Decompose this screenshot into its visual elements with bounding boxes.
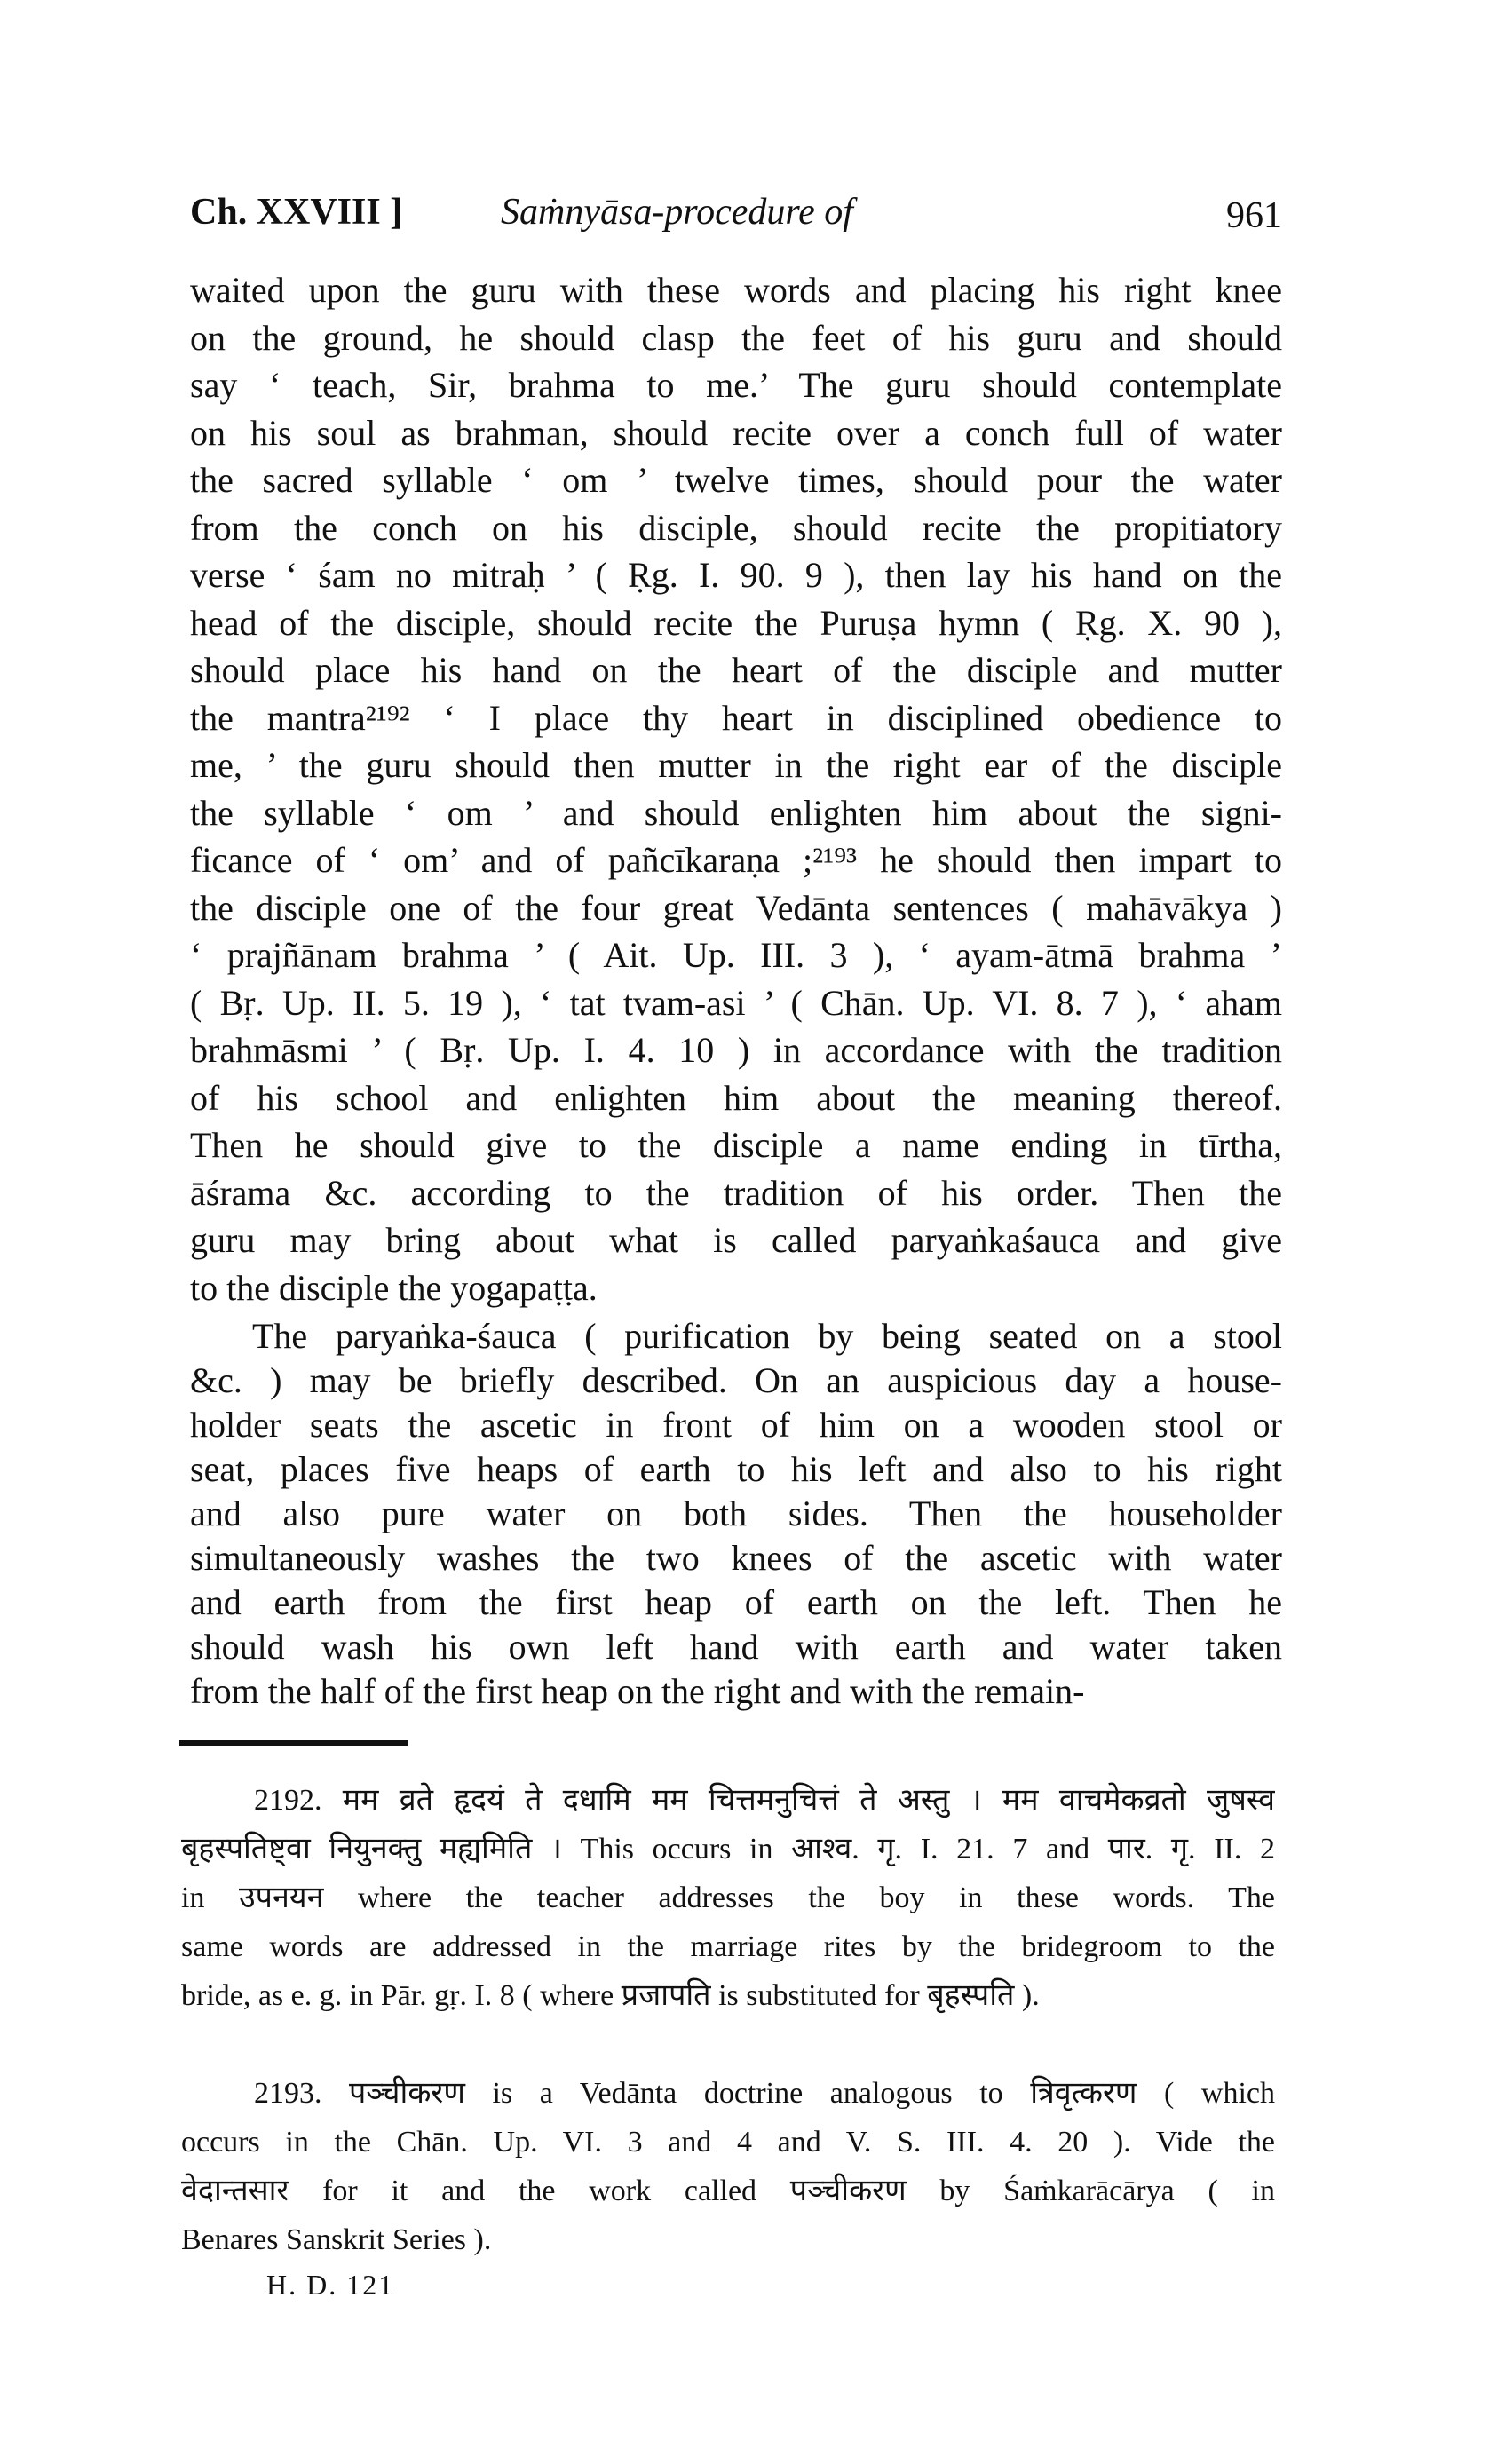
text-line: waited upon the guru with these words and placing his right knee [190, 270, 1282, 310]
text-line: seat, places five heaps of earth to his left and also to his right [190, 1449, 1282, 1489]
running-header [190, 191, 1282, 244]
text-line: ‘ prajñānam brahma ’ ( Ait. Up. III. 3 ), ‘ ayam-ātmā brahma ’ [190, 935, 1282, 975]
text-line: say ‘ teach, Sir, brahma to me.’ The guru should contemplate [190, 365, 1282, 405]
text-line: from the half of the first heap on the right and with the remain- [190, 1671, 1085, 1711]
text-line: occurs in the Chān. Up. VI. 3 and 4 and V. S. III. 4. 20 ). Vide the [181, 2126, 1275, 2159]
text-line: from the conch on his disciple, should recite the propitiatory [190, 507, 1282, 548]
footnote-2193 [181, 2069, 1275, 2264]
text-line: should place his hand on the heart of the disciple and mutter [190, 650, 1282, 690]
running-title: Saṁnyāsa-procedure of [501, 192, 853, 233]
text-line: same words are addressed in the marriage rites by the bridegroom to the [181, 1930, 1275, 1963]
text-line: ( Bṛ. Up. II. 5. 19 ), ‘ tat tvam-asi ’ ( Chān. Up. VI. 8. 7 ), ‘ aham [190, 982, 1282, 1023]
text-line: the disciple one of the four great Vedānta sentences ( mahāvākya ) [190, 887, 1282, 928]
text-line: the syllable ‘ om ’ and should enlighten him about the signi- [190, 792, 1282, 833]
chapter-label: Ch. XXVIII ] [190, 192, 403, 233]
text-line: should wash his own left hand with earth and water taken [190, 1627, 1282, 1667]
text-line: verse ‘ śam no mitraḥ ’ ( Ṛg. I. 90. 9 ), then lay his hand on the [190, 555, 1282, 595]
text-line: and earth from the first heap of earth on the left. Then he [190, 1582, 1282, 1622]
text-line: 2192. मम व्रते हृदयं ते दधामि मम चित्तमनुचित्तं ते अस्तु । मम वाचमेकव्रतो जुषस्व [254, 1784, 1275, 1817]
text-line: bride, as e. g. in Pār. gṛ. I. 8 ( where प्रजापति is substituted for बृहस्पति ). [181, 1979, 1040, 2012]
text-line: brahmāsmi ’ ( Bṛ. Up. I. 4. 10 ) in accordance with the tradition [190, 1030, 1282, 1070]
body-paragraph-2 [190, 1314, 1282, 1714]
text-line: The paryaṅka-śauca ( purification by being seated on a stool [252, 1316, 1282, 1356]
text-line: on his soul as brahman, should recite over a conch full of water [190, 412, 1282, 453]
text-line: ficance of ‘ om’ and of pañcīkaraṇa ;²¹⁹³ he should then impart to [190, 840, 1282, 880]
signature-mark: H. D. 121 [266, 2269, 395, 2301]
text-line: āśrama &c. according to the tradition of his order. Then the [190, 1172, 1282, 1213]
body-paragraph-1 [190, 266, 1282, 1311]
text-line: 2193. पञ्चीकरण is a Vedānta doctrine analogous to त्रिवृत्करण ( which [254, 2077, 1275, 2110]
text-line: of his school and enlighten him about the meaning thereof. [190, 1077, 1282, 1118]
text-line: the sacred syllable ‘ om ’ twelve times, should pour the water [190, 460, 1282, 500]
text-line: and also pure water on both sides. Then the householder [190, 1493, 1282, 1533]
text-line: guru may bring about what is called paryaṅkaśauca and give [190, 1220, 1282, 1260]
text-line: on the ground, he should clasp the feet of his guru and should [190, 317, 1282, 358]
text-line: in उपनयन where the teacher addresses the boy in these words. The [181, 1882, 1275, 1914]
text-line: holder seats the ascetic in front of him on a wooden stool or [190, 1405, 1282, 1445]
text-line: &c. ) may be briefly described. On an auspicious day a house- [190, 1360, 1282, 1400]
text-line: me, ’ the guru should then mutter in the right ear of the disciple [190, 745, 1282, 785]
text-line: वेदान्तसार for it and the work called पञ्चीकरण by Śaṁkarācārya ( in [181, 2175, 1275, 2207]
page-number: 961 [1226, 195, 1282, 236]
footnote-divider [179, 1740, 408, 1746]
text-line: head of the disciple, should recite the Puruṣa hymn ( Ṛg. X. 90 ), [190, 602, 1282, 643]
text-line: Benares Sanskrit Series ). [181, 2223, 492, 2256]
text-line: Then he should give to the disciple a name ending in tīrtha, [190, 1125, 1282, 1165]
text-line: to the disciple the yogapaṭṭa. [190, 1267, 598, 1308]
text-line: बृहस्पतिष्ट्वा नियुनक्तु मह्यमिति । This occurs in आश्व. गृ. I. 21. 7 and पार. गृ. II. 2 [181, 1833, 1275, 1866]
text-line: simultaneously washes the two knees of the ascetic with water [190, 1538, 1282, 1578]
text-line: the mantra²¹⁹² ‘ I place thy heart in disciplined obedience to [190, 697, 1282, 738]
footnote-2192 [181, 1776, 1275, 2020]
